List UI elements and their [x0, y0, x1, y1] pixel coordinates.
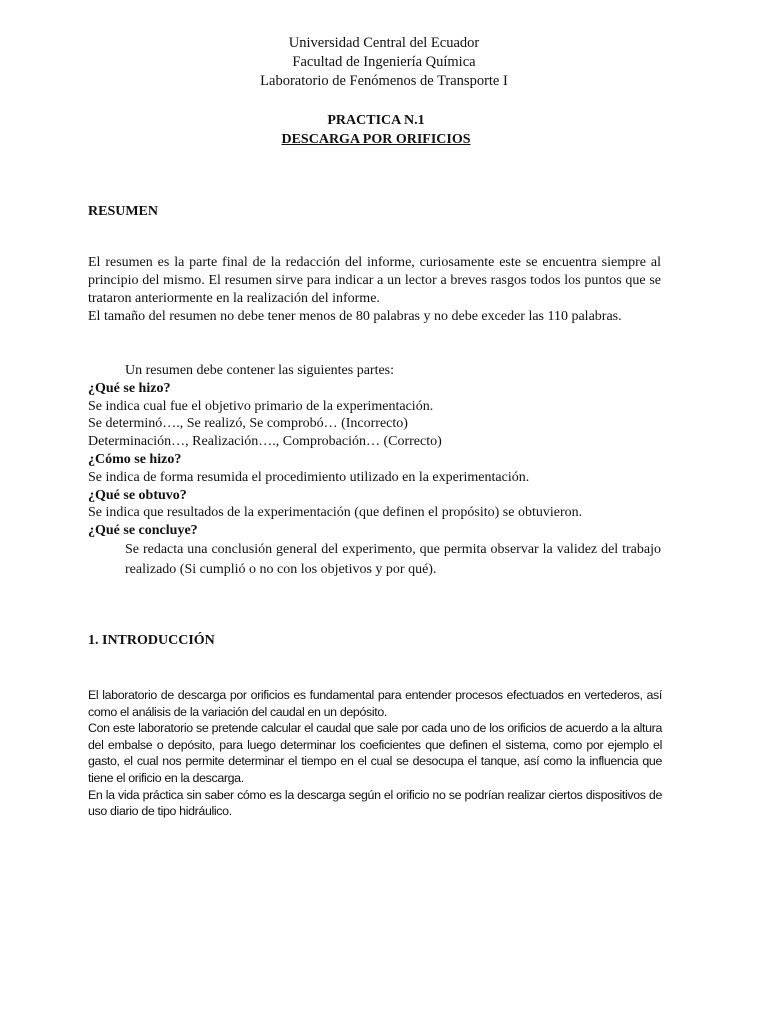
introduccion-heading: 1. INTRODUCCIÓN	[88, 633, 215, 648]
introduccion-paragraph-1: El laboratorio de descarga por orificios es fundamental para entender procesos efectuados en vertederos, así como el análisis de la variación del caudal en un depósito.	[88, 688, 662, 719]
answer-que-se-concluye: Se redacta una conclusión general del experimento, que permita observar la validez del trabajo realizado (Si cumplió o no con los objetivos y por qué).	[125, 541, 661, 577]
introduccion-paragraph-2: Con este laboratorio se pretende calcular el caudal que sale por cada uno de los orificios de acuerdo a la altura del embalse o depósito, para luego determinar los coeficientes que definen el sistema, como por ejemplo el gasto, el cual nos permite determinar el tiempo en el cual se desocupa el tanque, así como la influencia que tiene el orificio en la descarga.	[88, 721, 662, 785]
resumen-heading: RESUMEN	[88, 204, 159, 219]
laboratory-name: Laboratorio de Fenómenos de Transporte I	[260, 73, 508, 89]
document-header	[0, 34, 768, 91]
faculty-name: Facultad de Ingeniería Química	[292, 54, 476, 70]
resumen-paragraph-2: El tamaño del resumen no debe tener menos de 80 palabras y no debe exceder las 110 palabras.	[88, 309, 622, 324]
introduccion-body	[88, 687, 662, 820]
resumen-parts	[88, 362, 668, 580]
practice-number: PRACTICA N.1	[327, 113, 425, 128]
university-name: Universidad Central del Ecuador	[288, 35, 480, 51]
question-que-se-hizo: ¿Qué se hizo?	[88, 380, 171, 396]
practice-title	[0, 111, 752, 149]
answer-que-se-hizo-3: Determinación…, Realización…., Comprobación… (Correcto)	[88, 434, 442, 450]
resumen-paragraph-1: El resumen es la parte final de la redacción del informe, curiosamente este se encuentra siempre al principio del mismo. El resumen sirve para indicar a un lector a breves rasgos todos los puntos que se trataron anteriormente en la realización del informe.	[88, 255, 661, 306]
question-que-se-obtuvo: ¿Qué se obtuvo?	[88, 487, 187, 503]
answer-que-se-hizo-2: Se determinó…., Se realizó, Se comprobó… (Incorrecto)	[88, 416, 408, 432]
resumen-parts-intro: Un resumen debe contener las siguientes partes:	[125, 363, 395, 378]
question-que-se-concluye: ¿Qué se concluye?	[88, 523, 198, 539]
resumen-paragraphs	[88, 254, 661, 326]
answer-que-se-obtuvo: Se indica que resultados de la experimentación (que definen el propósito) se obtuvieron.	[88, 505, 583, 521]
answer-como-se-hizo: Se indica de forma resumida el procedimiento utilizado en la experimentación.	[88, 469, 530, 485]
introduccion-paragraph-3: En la vida práctica sin saber cómo es la descarga según el orificio no se podrían realizar ciertos dispositivos de uso diario de tipo hidráulico.	[88, 787, 662, 819]
practice-topic: DESCARGA POR ORIFICIOS	[281, 132, 471, 147]
answer-que-se-hizo-1: Se indica cual fue el objetivo primario de la experimentación.	[88, 398, 434, 414]
question-como-se-hizo: ¿Cómo se hizo?	[88, 451, 182, 467]
